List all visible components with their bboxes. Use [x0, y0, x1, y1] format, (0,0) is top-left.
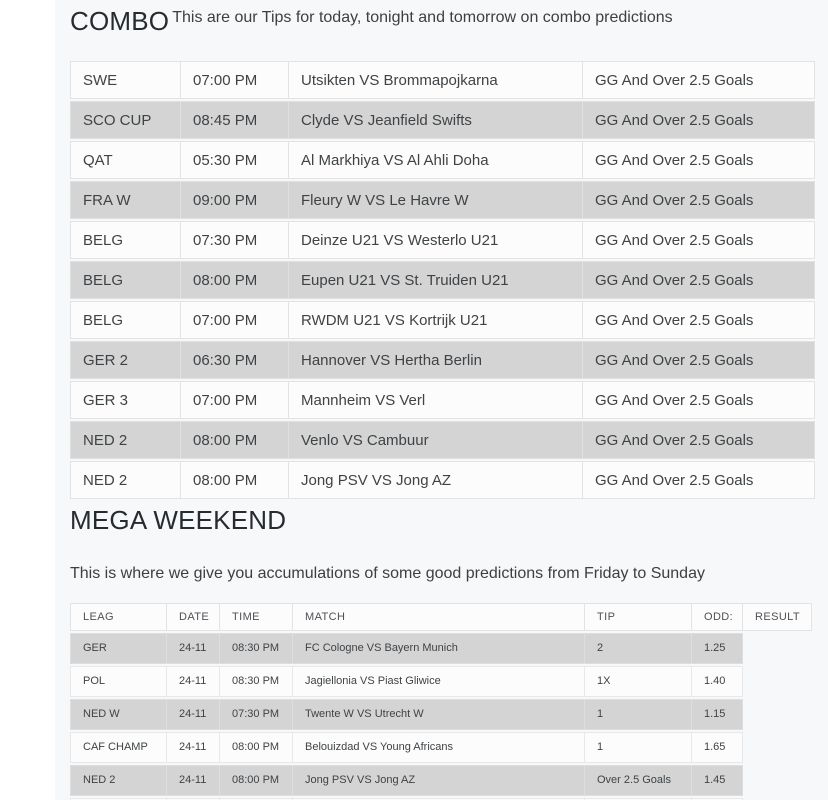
col-header-result: RESULT [743, 603, 812, 631]
time-cell: 07:30 PM [181, 221, 289, 259]
tip-cell: 1 [585, 699, 692, 730]
mega-weekend-subtitle: This is where we give you accumulations of some good predictions from Friday to Sunday [70, 564, 705, 582]
mega-weekend-row [70, 699, 812, 730]
combo-subtitle: This are our Tips for today, tonight and tomorrow on combo predictions [172, 9, 673, 26]
match-cell: Twente W VS Utrecht W [293, 699, 585, 730]
tip-cell: Over 2.5 Goals [585, 765, 692, 796]
time-cell: 08:00 PM [220, 732, 293, 763]
match-cell: FC Cologne VS Bayern Munich [293, 633, 585, 664]
combo-section [70, 8, 815, 501]
league-cell: BELG [70, 221, 181, 259]
tip-cell: GG And Over 2.5 Goals [583, 61, 815, 99]
match-cell: Belouizdad VS Young Africans [293, 732, 585, 763]
time-cell: 07:00 PM [181, 61, 289, 99]
match-cell: Jagiellonia VS Piast Gliwice [293, 666, 585, 697]
combo-row [70, 61, 815, 99]
league-cell: NED W [70, 699, 167, 730]
match-cell: RWDM U21 VS Kortrijk U21 [289, 301, 583, 339]
combo-table [70, 59, 815, 501]
tip-cell: GG And Over 2.5 Goals [583, 141, 815, 179]
combo-row [70, 221, 815, 259]
result-cell [743, 699, 812, 730]
date-cell: 24-11 [167, 633, 220, 664]
match-cell: Jong PSV VS Jong AZ [289, 461, 583, 499]
header-row [70, 603, 812, 631]
tip-cell: 2 [585, 633, 692, 664]
match-cell: Clyde VS Jeanfield Swifts [289, 101, 583, 139]
time-cell: 06:30 PM [181, 341, 289, 379]
tip-cell: GG And Over 2.5 Goals [583, 301, 815, 339]
league-cell: GER [70, 633, 167, 664]
tip-cell: GG And Over 2.5 Goals [583, 181, 815, 219]
odd-cell: 1.65 [692, 732, 743, 763]
combo-row [70, 101, 815, 139]
mega-weekend-table-head [70, 603, 812, 631]
time-cell: 07:00 PM [181, 381, 289, 419]
odd-cell: 1.45 [692, 765, 743, 796]
tip-cell: GG And Over 2.5 Goals [583, 421, 815, 459]
time-cell: 07:30 PM [220, 699, 293, 730]
league-cell: CAF CHAMP [70, 732, 167, 763]
tip-cell: GG And Over 2.5 Goals [583, 261, 815, 299]
time-cell: 08:30 PM [220, 666, 293, 697]
match-cell: Hannover VS Hertha Berlin [289, 341, 583, 379]
mega-weekend-row [70, 666, 812, 697]
time-cell: 08:00 PM [220, 765, 293, 796]
date-cell: 24-11 [167, 699, 220, 730]
date-cell: 24-11 [167, 732, 220, 763]
league-cell: GER 2 [70, 341, 181, 379]
time-cell: 08:30 PM [220, 633, 293, 664]
tip-cell: GG And Over 2.5 Goals [583, 221, 815, 259]
combo-row [70, 301, 815, 339]
mega-weekend-section [70, 507, 815, 800]
odd-cell: 1.40 [692, 666, 743, 697]
time-cell: 08:00 PM [181, 461, 289, 499]
result-cell [743, 633, 812, 664]
col-header-odd: ODD: [692, 603, 743, 631]
time-cell: 08:45 PM [181, 101, 289, 139]
time-cell: 08:00 PM [181, 421, 289, 459]
match-cell: Mannheim VS Verl [289, 381, 583, 419]
date-cell: 24-11 [167, 765, 220, 796]
combo-row [70, 381, 815, 419]
combo-row [70, 261, 815, 299]
result-cell [743, 666, 812, 697]
tip-cell: GG And Over 2.5 Goals [583, 341, 815, 379]
tip-cell: 1 [585, 732, 692, 763]
mega-weekend-title: MEGA WEEKEND [70, 505, 287, 536]
combo-row [70, 421, 815, 459]
combo-table-body [70, 61, 815, 499]
col-header-date: DATE [167, 603, 220, 631]
match-cell: Jong PSV VS Jong AZ [293, 765, 585, 796]
league-cell: GER 3 [70, 381, 181, 419]
col-header-time: TIME [220, 603, 293, 631]
league-cell: FRA W [70, 181, 181, 219]
match-cell: Deinze U21 VS Westerlo U21 [289, 221, 583, 259]
time-cell: 08:00 PM [181, 261, 289, 299]
mega-weekend-table-body [70, 633, 812, 800]
tip-cell: GG And Over 2.5 Goals [583, 101, 815, 139]
mega-weekend-row [70, 633, 812, 664]
date-cell: 24-11 [167, 666, 220, 697]
odd-cell: 1.15 [692, 699, 743, 730]
combo-title: COMBO [70, 6, 170, 36]
league-cell: BELG [70, 301, 181, 339]
mega-weekend-table [70, 601, 812, 800]
result-cell [743, 732, 812, 763]
combo-row [70, 341, 815, 379]
league-cell: QAT [70, 141, 181, 179]
league-cell: SCO CUP [70, 101, 181, 139]
match-cell: Utsikten VS Brommapojkarna [289, 61, 583, 99]
result-cell [743, 765, 812, 796]
combo-row [70, 141, 815, 179]
mega-weekend-row [70, 732, 812, 763]
combo-row [70, 461, 815, 499]
league-cell: SWE [70, 61, 181, 99]
odd-cell: 1.25 [692, 633, 743, 664]
mega-weekend-row [70, 765, 812, 796]
tip-cell: 1X [585, 666, 692, 697]
league-cell: NED 2 [70, 421, 181, 459]
time-cell: 05:30 PM [181, 141, 289, 179]
combo-row [70, 181, 815, 219]
tip-cell: GG And Over 2.5 Goals [583, 381, 815, 419]
match-cell: Eupen U21 VS St. Truiden U21 [289, 261, 583, 299]
league-cell: POL [70, 666, 167, 697]
match-cell: Fleury W VS Le Havre W [289, 181, 583, 219]
match-cell: Al Markhiya VS Al Ahli Doha [289, 141, 583, 179]
combo-section-head [70, 8, 815, 35]
time-cell: 07:00 PM [181, 301, 289, 339]
col-header-match: MATCH [293, 603, 585, 631]
col-header-tip: TIP [585, 603, 692, 631]
match-cell: Venlo VS Cambuur [289, 421, 583, 459]
league-cell: NED 2 [70, 461, 181, 499]
time-cell: 09:00 PM [181, 181, 289, 219]
tip-cell: GG And Over 2.5 Goals [583, 461, 815, 499]
col-header-leag: LEAG [70, 603, 167, 631]
league-cell: BELG [70, 261, 181, 299]
league-cell: NED 2 [70, 765, 167, 796]
